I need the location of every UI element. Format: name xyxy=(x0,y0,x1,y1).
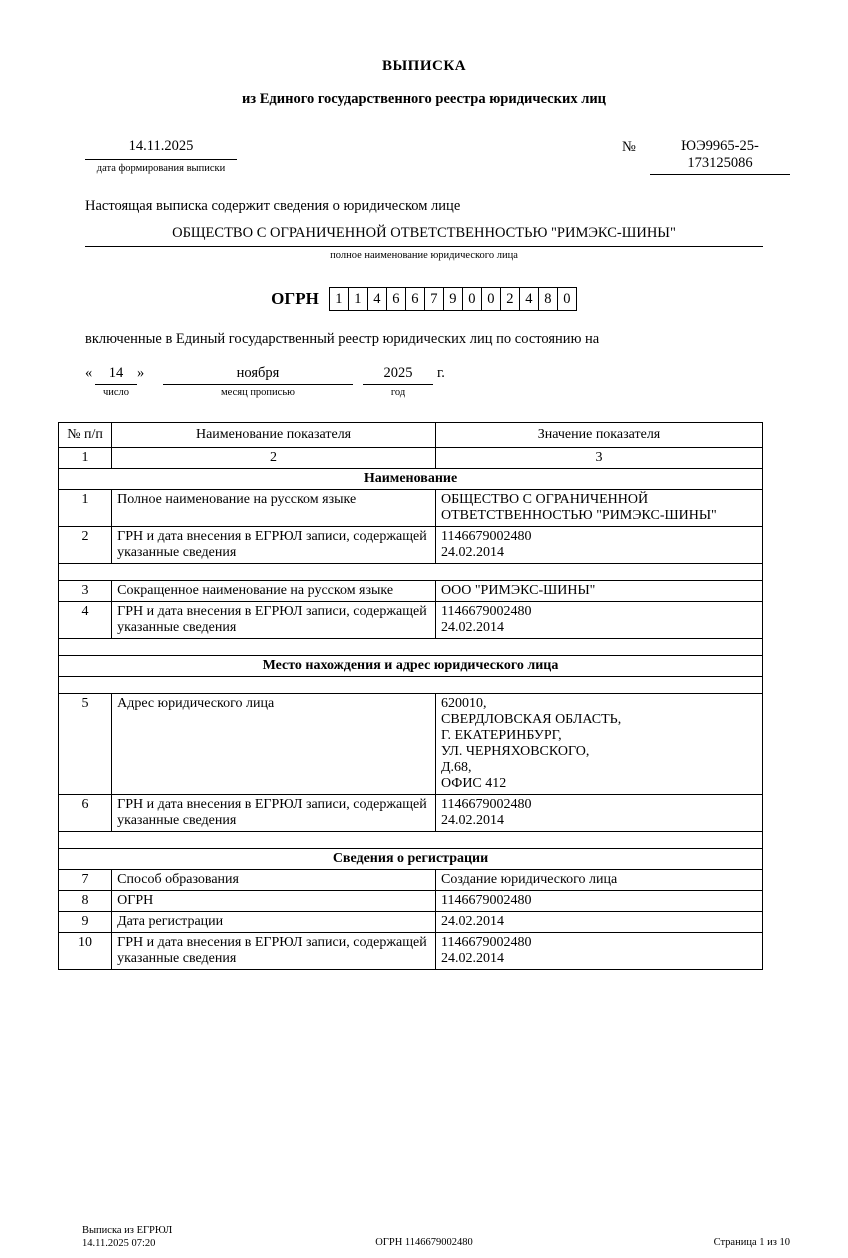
ogrn-digit: 6 xyxy=(386,287,405,311)
table-row-label: ГРН и дата внесения в ЕГРЮЛ записи, содержащей указанные сведения xyxy=(112,602,436,639)
ogrn-digit: 0 xyxy=(462,287,481,311)
table-row-value: ОБЩЕСТВО С ОГРАНИЧЕННОЙ ОТВЕТСТВЕННОСТЬЮ "РИМЭКС-ШИНЫ" xyxy=(435,490,762,527)
table-spacer-cell xyxy=(59,564,763,581)
ogrn-row xyxy=(0,287,848,311)
document-title: ВЫПИСКА xyxy=(381,58,467,74)
table-section-title: Наименование xyxy=(59,469,763,490)
table-row xyxy=(59,694,763,795)
table-row xyxy=(59,527,763,564)
written-date-day: 14 xyxy=(108,365,124,381)
table-row xyxy=(59,795,763,832)
ogrn-digit: 4 xyxy=(519,287,538,311)
table-colnum-cell: 3 xyxy=(435,448,762,469)
formation-date-caption: дата формирования выписки xyxy=(96,163,226,174)
table-row-label: ГРН и дата внесения в ЕГРЮЛ записи, содержащей указанные сведения xyxy=(112,933,436,970)
quote-close: » xyxy=(137,365,145,381)
table-header-cell: № п/п xyxy=(59,423,112,448)
table-spacer-row xyxy=(59,564,763,581)
table-row-number: 6 xyxy=(59,795,112,832)
table-colnum-cell: 1 xyxy=(59,448,112,469)
written-date-month-underline xyxy=(163,384,353,398)
intro-text: Настоящая выписка содержит сведения о юридическом лице xyxy=(85,198,461,214)
table-header-row xyxy=(59,423,763,448)
ogrn-digit: 1 xyxy=(348,287,367,311)
entity-full-name-caption: полное наименование юридического лица xyxy=(330,250,518,261)
footer-timestamp: 14.11.2025 07:20 xyxy=(82,1238,156,1249)
table-spacer-row xyxy=(59,677,763,694)
entity-full-name-block xyxy=(85,225,763,261)
ogrn-digit-boxes xyxy=(329,287,577,311)
table-row-value: Создание юридического лица xyxy=(435,870,762,891)
table-section-row xyxy=(59,656,763,677)
table-row-value: ООО "РИМЭКС-ШИНЫ" xyxy=(435,581,762,602)
ogrn-digit: 0 xyxy=(481,287,500,311)
quote-open: « xyxy=(85,365,93,381)
footer-ogrn: ОГРН 1146679002480 xyxy=(375,1237,473,1248)
table-colnum-cell: 2 xyxy=(112,448,436,469)
ogrn-digit: 8 xyxy=(538,287,557,311)
caption-month: месяц прописью xyxy=(221,387,295,398)
table-row xyxy=(59,912,763,933)
written-date-g: г. xyxy=(437,365,445,381)
table-row-number: 8 xyxy=(59,891,112,912)
table-row-value: 24.02.2014 xyxy=(435,912,762,933)
document-page xyxy=(0,58,848,1258)
table-row-value: 1146679002480 24.02.2014 xyxy=(435,795,762,832)
table-row-label: Сокращенное наименование на русском языке xyxy=(112,581,436,602)
ogrn-digit: 7 xyxy=(424,287,443,311)
entity-full-name-value: ОБЩЕСТВО С ОГРАНИЧЕННОЙ ОТВЕТСТВЕННОСТЬЮ "РИМЭКС-ШИНЫ" xyxy=(172,225,676,241)
table-row xyxy=(59,490,763,527)
table-row-number: 1 xyxy=(59,490,112,527)
table-row-value: 1146679002480 24.02.2014 xyxy=(435,933,762,970)
table-row-label: ОГРН xyxy=(112,891,436,912)
ogrn-digit: 0 xyxy=(557,287,577,311)
ogrn-digit: 2 xyxy=(500,287,519,311)
table-row xyxy=(59,933,763,970)
table-row-label: ГРН и дата внесения в ЕГРЮЛ записи, содержащей указанные сведения xyxy=(112,527,436,564)
ogrn-digit: 9 xyxy=(443,287,462,311)
table-spacer-cell xyxy=(59,677,763,694)
table-row-number: 2 xyxy=(59,527,112,564)
table-header-cell: Наименование показателя xyxy=(112,423,436,448)
table-colnum-row xyxy=(59,448,763,469)
table-section-title: Сведения о регистрации xyxy=(59,849,763,870)
written-date-month: ноября xyxy=(236,365,280,381)
table-section-row xyxy=(59,469,763,490)
egrul-data-table xyxy=(58,422,763,970)
date-and-number-row xyxy=(0,138,848,184)
ogrn-digit: 1 xyxy=(329,287,348,311)
table-row-number: 3 xyxy=(59,581,112,602)
table-spacer-row xyxy=(59,832,763,849)
table-spacer-cell xyxy=(59,639,763,656)
document-number-line2: 173125086 xyxy=(687,155,753,171)
table-spacer-cell xyxy=(59,832,763,849)
document-number-rule xyxy=(650,174,790,175)
ogrn-label: ОГРН xyxy=(271,289,319,308)
table-row xyxy=(59,602,763,639)
written-date-year-underline xyxy=(363,384,433,398)
table-row-number: 4 xyxy=(59,602,112,639)
table-row-number: 5 xyxy=(59,694,112,795)
ogrn-digit: 4 xyxy=(367,287,386,311)
footer-page-number: Страница 1 из 10 xyxy=(713,1237,790,1248)
document-subtitle: из Единого государственного реестра юридических лиц xyxy=(241,91,607,107)
table-row-value: 1146679002480 24.02.2014 xyxy=(435,602,762,639)
table-section-row xyxy=(59,849,763,870)
written-date-year: 2025 xyxy=(383,365,413,381)
table-row xyxy=(59,581,763,602)
document-number-block xyxy=(650,138,790,175)
footer-doc-kind: Выписка из ЕГРЮЛ xyxy=(82,1225,173,1236)
written-date-line xyxy=(85,364,848,404)
caption-day: число xyxy=(102,387,130,398)
ogrn-digit: 6 xyxy=(405,287,424,311)
table-row-label: Адрес юридического лица xyxy=(112,694,436,795)
table-row-label: ГРН и дата внесения в ЕГРЮЛ записи, содержащей указанные сведения xyxy=(112,795,436,832)
table-row-number: 10 xyxy=(59,933,112,970)
table-row-value: 1146679002480 24.02.2014 xyxy=(435,527,762,564)
formation-date-block xyxy=(85,138,237,174)
table-row xyxy=(59,891,763,912)
document-number-line1: ЮЭ9965-25- xyxy=(681,138,759,154)
table-row-label: Полное наименование на русском языке xyxy=(112,490,436,527)
written-date-day-underline xyxy=(95,384,137,398)
table-row-number: 7 xyxy=(59,870,112,891)
number-label: № xyxy=(622,139,636,155)
table-row-label: Дата регистрации xyxy=(112,912,436,933)
table-header-cell: Значение показателя xyxy=(435,423,762,448)
table-spacer-row xyxy=(59,639,763,656)
caption-year: год xyxy=(390,387,406,398)
table-row xyxy=(59,870,763,891)
state-line-text: включенные в Единый государственный реестр юридических лиц по состоянию на xyxy=(85,331,600,347)
table-row-value: 1146679002480 xyxy=(435,891,762,912)
table-section-title: Место нахождения и адрес юридического лица xyxy=(59,656,763,677)
table-row-number: 9 xyxy=(59,912,112,933)
table-row-value: 620010, СВЕРДЛОВСКАЯ ОБЛАСТЬ, Г. ЕКАТЕРИНБУРГ, УЛ. ЧЕРНЯХОВСКОГО, Д.68, ОФИС 412 xyxy=(435,694,762,795)
formation-date-value: 14.11.2025 xyxy=(128,138,194,154)
table-row-label: Способ образования xyxy=(112,870,436,891)
